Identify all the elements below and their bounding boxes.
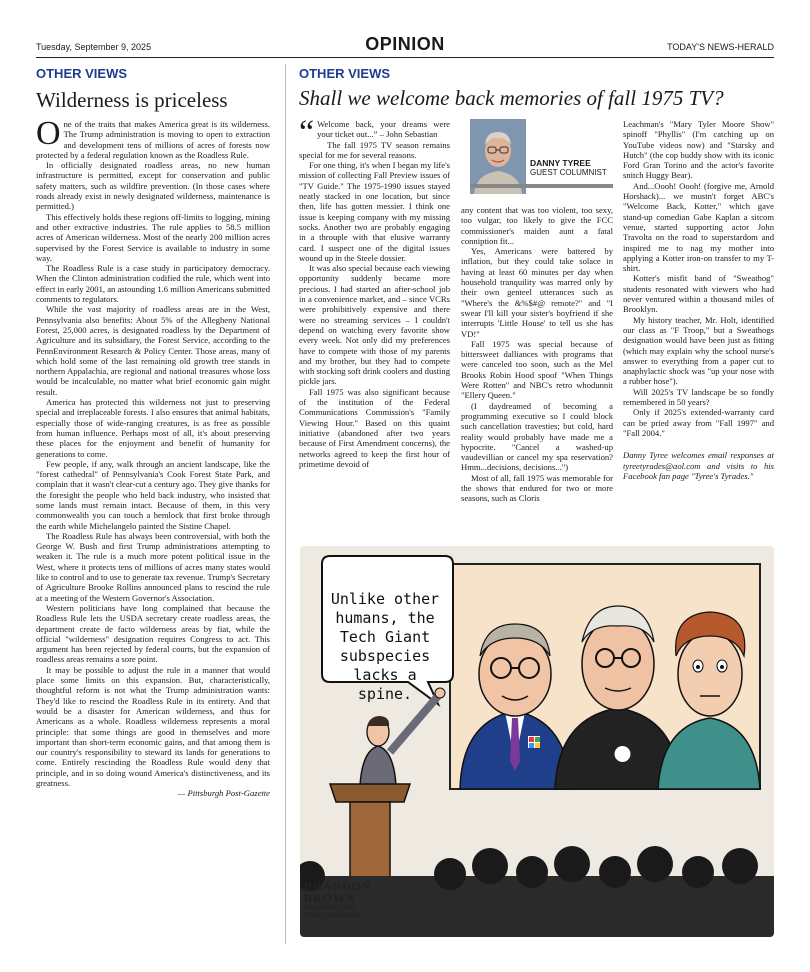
column-paragraph: Only if 2025's extended-warranty card can be pried away from "Fall 1997" and "Fall 2004." (623, 407, 774, 438)
left-paragraph: The Roadless Rule has always been controversial, with both the George W. Bush and first Trump administrations attempting to weaken it. The rule is a much more potent political issue in the West, where it protects tens of millions of acres many states would like to control and to use to generate tax revenue. Trump's Secretary of Agriculture Brooke Rollins announced plans to rescind the rule at a meeting of the Western Governor's Association. (36, 530, 270, 603)
column-paragraph: Fall 1975 was also significant because of the institution of the Federal Communications Commission's "Family Viewing Hour." Based on this quaint initiative (abandoned after two years because of First Amendment concerns), the networks agreed to keep the first hour of primetime devoid of (299, 386, 450, 469)
column-paragraph: The fall 1975 TV season remains special for me for several reasons. (299, 139, 450, 160)
author-signoff: Danny Tyree welcomes email responses at tyreetyrades@aol.com and visits to his Facebook fan page "Tyree's Tyrades." (623, 450, 774, 481)
left-paragraph: While the vast majority of roadless areas are in the West, Pennsylvania also benefits: About 5% of the Allegheny National Forest, 25,000 acres, is designated roadless by the Department of Agriculture and its subsidiary, the Forest Service, according to the PennEnvironment Research & Policy Center. Those areas, many of which hold some of the last remaining old growth tree stands in northern Appalachia, are regional and national treasures whose loss would be incalculable, no matter what brief economic gain might result. (36, 304, 270, 397)
left-paragraph: This effectively holds these regions off-limits to logging, mining and other extractive industries. The rule applies to 58.5 million acres of American wilderness. Most of the nearly 200 million acres supervised by the Forest Service is available to industry in some way. (36, 211, 270, 263)
paper-name: TODAY'S NEWS-HERALD (667, 42, 774, 52)
byline-rule (470, 184, 613, 188)
column-paragraph: Most of all, fall 1975 was memorable for the shows that endured for two or more seasons, such as Cloris (461, 472, 613, 504)
speech-bubble-text: Unlike other humans, the Tech Giant subspecies lacks a spine. (330, 590, 440, 703)
left-paragraph: America has protected this wilderness not just to preserving special and irreplaceable forests. I also ensures that animal habitats, especially those of wide-ranging creatures, is as free as possible from human influence. Perhaps most of all, it's about preserving these places for the enjoyment and benefit of humanity for generations to come. (36, 397, 270, 459)
column-paragraph: And...Oooh! Oooh! (forgive me, Arnold Horshack)... we mustn't forget ABC's "Welcome Back, Kotter," which gave stand-up comedian Gabe Kaplan a sitcom venue, started supporting actor John Travolta on the road to superstardom and inspired me to nag my mother into applying a Kotter iron-on transfer to my T-shirt. (623, 180, 774, 274)
cartoonist-site-2: Cagle.com/brown (304, 912, 359, 919)
cartoonist-name: BRANDON BROWN (304, 879, 372, 905)
author-name: DANNY TYREE (530, 158, 591, 168)
left-kicker: OTHER VIEWS (36, 66, 128, 81)
left-paragraph: Western politicians have long complained that because the Roadless Rule lets the USDA secretary create roadless areas, the department create de facto wilderness areas by fiat, while the official "wilderness" designation requires Congress to act. This argument has been rejected by federal courts, but the expansion of roadless areas remains a sore point. (36, 602, 270, 665)
left-paragraph: The Roadless Rule is a case study in participatory democracy. When the Clinton administration codified the rule, which went into effect in early 2001, an astounding 1.6 million Americans submitted comments to regulators. (36, 263, 270, 305)
column-paragraph: It was also special because each viewing opportunity suddenly became more precious. I had started an after-school job in a convenience market, and – since VCRs were prohibitively expensive and there were no streaming services – I couldn't depend on watching every favorite show every week. Not only did my preferences have to compete with those of my parents and my brother, but they had to compete with stocking soft drink coolers and dusting pickle jars. (299, 263, 450, 387)
column-paragraph: Will 2025's TV landscape be so fondly remembered in 50 years? (623, 386, 774, 408)
column-paragraph: Leachman's "Mary Tyler Moore Show" spinoff "Phyllis" (I'm catching up on YouTube videos now) and "Starsky and Hutch" (the cop buddy show with its iconic Ford Gran Torino and the actor's favorite snitch Huggy Bear). (623, 119, 774, 181)
column-divider (285, 64, 286, 944)
column-3 (623, 119, 774, 481)
column-1 (299, 114, 450, 469)
left-first-paragraph: One of the traits that makes America great is its wilderness. The Trump administration is moving to open to extraction and development tens of millions of acres of forests now protected by a federal regulation known as the Roadless Rule. (36, 115, 270, 160)
column-paragraph: For one thing, it's when I began my life's mission of collecting Fall Preview issues of "TV Guide." The 1975-1990 issues stayed neatly stacked in one location, but since then, life has gotten messier. I think one issue is keeping company with my missing socks. Another two are probably engaging in a throuple with that elusive warranty card. I suspect one of the digital issues wound up in the Steele dossier. (299, 160, 450, 263)
right-kicker: OTHER VIEWS (299, 66, 391, 81)
column-paragraph: (I daydreamed of becoming a programming executive so I could block such cancellation travesties; but cold, hard reality would probably have made me a hypocrite. "Cancel a washed-up vaudevillian or cancel my spa reservation? Hmm...decisions, decisions...") (461, 400, 613, 473)
dropcap: O (36, 115, 61, 152)
left-article-body (36, 115, 270, 799)
column-paragraph: any content that was too violent, too sexy, too vulgar, too likely to give the FCC commissioner's maiden aunt a fatal conniption fit... (461, 205, 613, 246)
left-paragraph: It may be possible to adjust the rule in a manner that would place some limits on this expansion. But, characteristically, thoughtful reform is not what the Trump administration wants: They'd like to rescind the Roadless Rule in its entirety. And that would be a disaster for American wilderness, and thus for Americans as a whole. Roadless wilderness represents a moral principle: that some things are good in themselves and more important than short-term economic gains, and that among them is our country's responsibility to steward its lands for generations to come. Entirely rescinding the Roadless Rule would deny that principle, and in so doing wound America's distinctiveness, and its greatness. (36, 664, 270, 788)
column-paragraph: Yes, Americans were battered by inflation, but they could take solace in having at least 60 minutes per day when household tranquility was marred only by their own genteel utterances such as "Where's the &%$#@ remote?" and "I swear I'll kill your sister's boyfriend if she interrupts 'Little House' to tell us she has VD!" (461, 246, 613, 339)
section-title: OPINION (365, 34, 445, 54)
author-portrait-image (470, 119, 526, 194)
issue-date: Tuesday, September 9, 2025 (36, 42, 152, 52)
column-2 (461, 205, 613, 504)
column-opening: “ Welcome back, your dreams were your ticket out...” – John Sebastian (299, 114, 450, 151)
cartoonist-signature (304, 880, 382, 920)
author-photo (470, 119, 526, 194)
article-credit: — Pittsburgh Post-Gazette (177, 788, 270, 799)
column-paragraph: Fall 1975 was special because of bittersweet dalliances with programs that were canceled too soon, such as the Mel Brooks Robin Hood spoof "When Things Were Rotten" and NBC's retro whodunnit "Ellery Queen." (461, 338, 613, 401)
left-paragraph: In officially designated roadless areas, no new human infrastructure is permitted, except for conservation and public safety matters, such as wildfire prevention. (In those cases where roads already exist in newly designated wilderness, maintenance is permitted.) (36, 160, 270, 212)
author-byline (530, 158, 607, 177)
column-paragraph: Kotter's misfit band of "Sweathog" students resonated with viewers who had never ventured within a thousand miles of Brooklyn. (623, 273, 774, 315)
author-title: GUEST COLUMNIST (530, 168, 607, 177)
column-paragraph: My history teacher, Mr. Holt, identified our class as "F Troop," but a Sweathogs designation would have been just as fitting (which may explain why the school nurse's answer to everything from a paper cut to anaphylactic shock was "up your nose with a rubber hose"). (623, 314, 774, 387)
right-headline: Shall we welcome back memories of fall 1975 TV? (299, 86, 724, 110)
masthead (36, 36, 774, 58)
cartoonist-site: inkcartoons.com (304, 904, 355, 911)
quote-mark: “ (299, 114, 315, 151)
left-paragraph: Few people, if any, walk through an ancient landscape, like the "forest cathedral" of Pennsylvania's Cook Forest State Park, and complain that it wasn't clear-cut a century ago. They give thanks for the foresight the people who held back industry, who insisted that some lands must remain intact. Because of them, in this very commonwealth you can touch a hemlock that first broke through the earth while Michelangelo painted the Sistine Chapel. (36, 458, 270, 531)
left-headline: Wilderness is priceless (36, 88, 228, 112)
